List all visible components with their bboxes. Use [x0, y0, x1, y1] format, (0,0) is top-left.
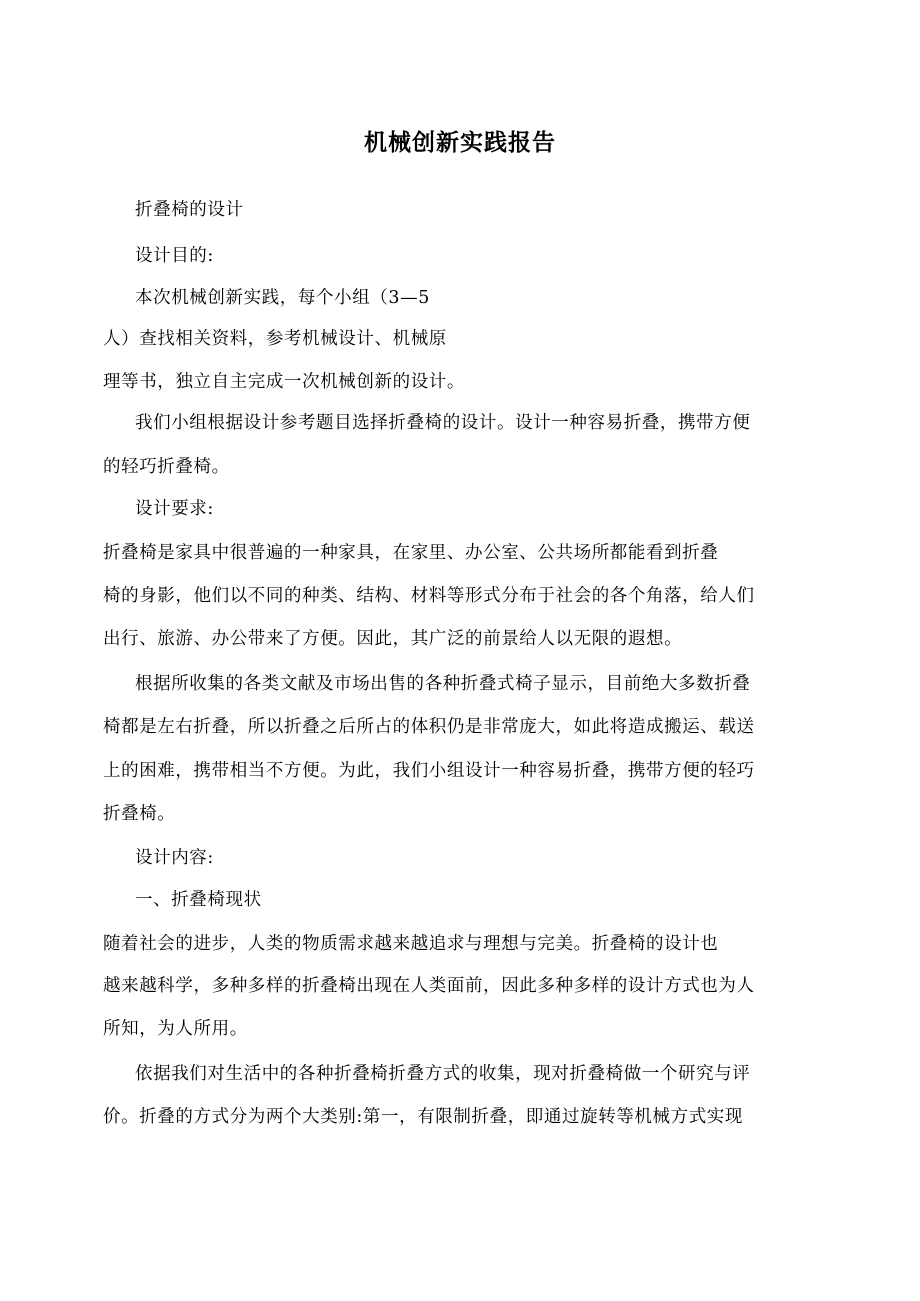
- design-purpose-label: 设计目的:: [135, 246, 214, 266]
- section-heading-chair-design: 折叠椅的设计: [135, 200, 244, 220]
- paragraph-line: 依据我们对生活中的各种折叠椅折叠方式的收集，现对折叠椅做一个研究与评: [135, 1064, 751, 1084]
- paragraph-line: 折叠椅。: [103, 804, 176, 824]
- paragraph-line: 我们小组根据设计参考题目选择折叠椅的设计。设计一种容易折叠，携带方便: [135, 413, 751, 433]
- document-title: 机械创新实践报告: [364, 130, 556, 156]
- paragraph-line: 本次机械创新实践，每个小组（3—5: [135, 288, 430, 308]
- paragraph-line: 越来越科学，多种多样的折叠椅出现在人类面前，因此多种多样的设计方式也为人: [103, 976, 755, 996]
- paragraph-line: 上的困难，携带相当不方便。为此，我们小组设计一种容易折叠，携带方便的轻巧: [103, 761, 755, 781]
- paragraph-line: 人）查找相关资料，参考机械设计、机械原: [103, 329, 447, 349]
- paragraph-line: 折叠椅是家具中很普遍的一种家具，在家里、办公室、公共场所都能看到折叠: [103, 543, 719, 563]
- paragraph-line: 出行、旅游、办公带来了方便。因此，其广泛的前景给人以无限的遐想。: [103, 629, 683, 649]
- design-content-label: 设计内容:: [135, 848, 214, 868]
- paragraph-line: 椅都是左右折叠，所以折叠之后所占的体积仍是非常庞大，如此将造成搬运、载送: [103, 717, 755, 737]
- paragraph-line: 理等书，独立自主完成一次机械创新的设计。: [103, 372, 465, 392]
- section-heading-current-status: 一、折叠椅现状: [135, 890, 262, 910]
- paragraph-line: 随着社会的进步，人类的物质需求越来越追求与理想与完美。折叠椅的设计也: [103, 934, 719, 954]
- design-requirements-label: 设计要求:: [135, 499, 214, 519]
- paragraph-line: 椅的身影，他们以不同的种类、结构、材料等形式分布于社会的各个角落，给人们: [103, 586, 755, 606]
- paragraph-line: 的轻巧折叠椅。: [103, 457, 230, 477]
- paragraph-line: 根据所收集的各类文献及市场出售的各种折叠式椅子显示，目前绝大多数折叠: [135, 674, 751, 694]
- paragraph-line: 价。折叠的方式分为两个大类别:第一，有限制折叠，即通过旋转等机械方式实现: [103, 1107, 743, 1127]
- paragraph-line: 所知，为人所用。: [103, 1019, 248, 1039]
